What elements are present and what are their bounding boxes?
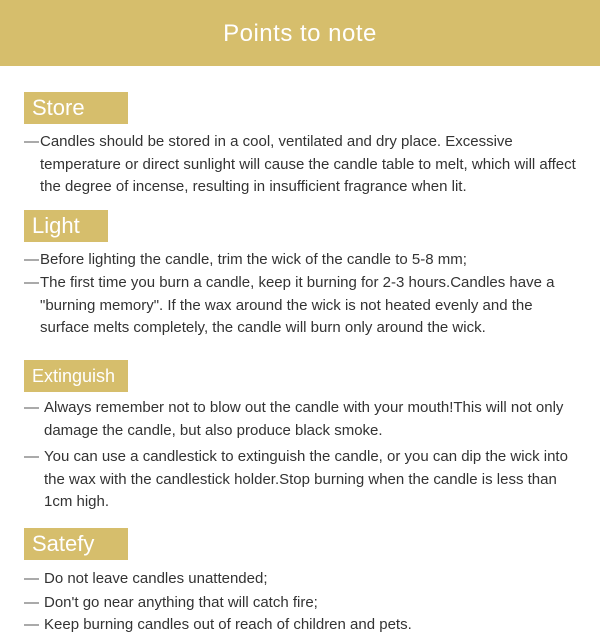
dash-bullet-icon: —: [24, 399, 39, 416]
header-banner: [0, 0, 600, 66]
section-label-light: Light: [24, 210, 108, 242]
dash-bullet-icon: —: [24, 570, 39, 587]
list-item: [24, 568, 584, 591]
dash-bullet-icon: —: [24, 251, 39, 268]
item-text: Before lighting the candle, trim the wick of the candle to 5-8 mm;: [40, 251, 467, 268]
dash-bullet-icon: —: [24, 448, 39, 465]
list-item: [24, 131, 584, 199]
item-text: Don't go near anything that will catch fire;: [44, 594, 318, 611]
section-label-safety: Satefy: [24, 528, 128, 560]
dash-bullet-icon: —: [24, 274, 39, 291]
item-text: Always remember not to blow out the candle with your mouth!This will not only damage the candle, but also produce black smoke.: [44, 399, 564, 439]
section-label-store: Store: [24, 92, 128, 124]
item-text: Do not leave candles unattended;: [44, 570, 268, 587]
item-text: The first time you burn a candle, keep it burning for 2-3 hours.Candles have a "burning memory". If the wax around the wick is not heated evenly and the surface melts completely, the candle will burn only around the wick.: [40, 274, 555, 336]
list-item: [24, 397, 584, 442]
list-item: [24, 272, 584, 340]
list-item: [24, 614, 584, 637]
section-label-extinguish: Extinguish: [24, 360, 128, 392]
list-item: [24, 592, 584, 615]
list-item: [24, 249, 584, 272]
item-text: Candles should be stored in a cool, ventilated and dry place. Excessive temperature or direct sunlight will cause the candle table to melt, which will affect the degree of incense, resulting in insufficient fragrance when lit.: [40, 133, 576, 195]
item-text: You can use a candlestick to extinguish the candle, or you can dip the wick into the wax with the candlestick holder.Stop burning when the candle is less than 1cm high.: [44, 448, 568, 510]
dash-bullet-icon: —: [24, 133, 39, 150]
list-item: [24, 446, 584, 514]
item-text: Keep burning candles out of reach of children and pets.: [44, 616, 412, 633]
page-title: Points to note: [223, 20, 377, 47]
dash-bullet-icon: —: [24, 594, 39, 611]
dash-bullet-icon: —: [24, 616, 39, 633]
